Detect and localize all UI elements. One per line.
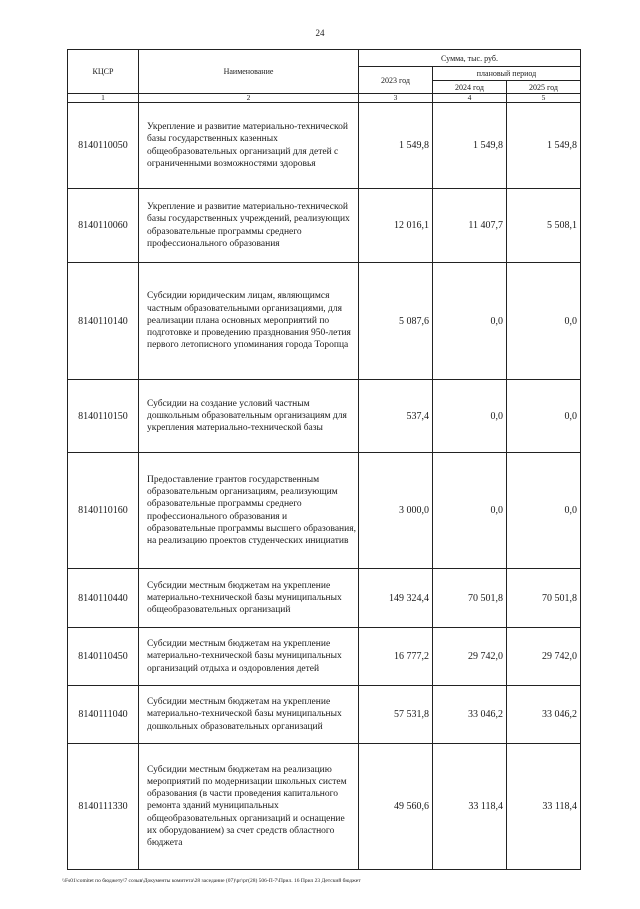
- row-2025: 33 118,4: [507, 744, 581, 870]
- row-code: 8140110150: [68, 380, 139, 453]
- header-2023: 2023 год: [359, 67, 433, 94]
- header-2024: 2024 год: [433, 81, 507, 94]
- row-2024: 11 407,7: [433, 189, 507, 263]
- header-2025: 2025 год: [507, 81, 581, 94]
- index-1: 1: [68, 94, 139, 103]
- row-2024: 29 742,0: [433, 628, 507, 686]
- table-row: [68, 380, 581, 453]
- header-sum: Сумма, тыс. руб.: [359, 50, 581, 67]
- row-2025: 33 046,2: [507, 686, 581, 744]
- row-name: Субсидии юридическим лицам, являющимся частным образовательными организациями, для реализации плана основных мероприятий по подготовке и проведению празднования 950-летия первого летописного упоминания города Торопца: [139, 263, 359, 380]
- row-code: 8140110450: [68, 628, 139, 686]
- row-2025: 5 508,1: [507, 189, 581, 263]
- index-4: 4: [433, 94, 507, 103]
- table-row: [68, 263, 581, 380]
- row-2025: 1 549,8: [507, 103, 581, 189]
- header-plan-period: плановый период: [433, 67, 581, 81]
- header-name: Наименование: [139, 50, 359, 94]
- row-2023: 1 549,8: [359, 103, 433, 189]
- row-2023: 5 087,6: [359, 263, 433, 380]
- table-header: [68, 50, 581, 103]
- row-code: 8140111040: [68, 686, 139, 744]
- row-2025: 0,0: [507, 453, 581, 569]
- row-2024: 0,0: [433, 380, 507, 453]
- row-2023: 149 324,4: [359, 569, 433, 628]
- file-path-footer: \\Fs01\comitet по бюджету\7 созыв\Документы комитета\28 заседание (07)\рг\рг(28) 506-П-7\Прил. 16 Прил 23 Детский бюджет: [62, 878, 361, 884]
- table-row: [68, 628, 581, 686]
- row-2023: 49 560,6: [359, 744, 433, 870]
- row-code: 8140110050: [68, 103, 139, 189]
- row-2025: 29 742,0: [507, 628, 581, 686]
- row-code: 8140110060: [68, 189, 139, 263]
- row-2024: 0,0: [433, 263, 507, 380]
- budget-table: [67, 49, 581, 870]
- table-row: [68, 686, 581, 744]
- row-code: 8140110160: [68, 453, 139, 569]
- row-2023: 537,4: [359, 380, 433, 453]
- row-name: Укрепление и развитие материально-технической базы государственных казенных общеобразовательных организаций для детей с ограниченными возможностями здоровья: [139, 103, 359, 189]
- row-name: Укрепление и развитие материально-технической базы государственных учреждений, реализующих образовательные программы среднего профессионального образования: [139, 189, 359, 263]
- index-3: 3: [359, 94, 433, 103]
- row-2023: 3 000,0: [359, 453, 433, 569]
- row-2024: 33 118,4: [433, 744, 507, 870]
- row-2025: 0,0: [507, 263, 581, 380]
- row-2025: 70 501,8: [507, 569, 581, 628]
- row-2024: 0,0: [433, 453, 507, 569]
- row-2025: 0,0: [507, 380, 581, 453]
- row-2024: 33 046,2: [433, 686, 507, 744]
- row-code: 8140111330: [68, 744, 139, 870]
- table-row: [68, 453, 581, 569]
- row-2023: 12 016,1: [359, 189, 433, 263]
- index-2: 2: [139, 94, 359, 103]
- row-2024: 1 549,8: [433, 103, 507, 189]
- header-code: КЦСР: [68, 50, 139, 94]
- row-code: 8140110440: [68, 569, 139, 628]
- page-number: 24: [315, 28, 325, 38]
- row-code: 8140110140: [68, 263, 139, 380]
- row-name: Субсидии местным бюджетам на укрепление материально-технической базы муниципальных дошкольных образовательных организаций: [139, 686, 359, 744]
- row-name: Субсидии на создание условий частным дошкольным образовательным организациям для укрепления материально-технической базы: [139, 380, 359, 453]
- table-row: [68, 569, 581, 628]
- row-name: Предоставление грантов государственным образовательным организациям, реализующим образовательные программы среднего профессионального образования и образовательные программы высшего образования, на реализацию проектов студенческих инициатив: [139, 453, 359, 569]
- row-name: Субсидии местным бюджетам на укрепление материально-технической базы муниципальных общеобразовательных организаций: [139, 569, 359, 628]
- row-2023: 16 777,2: [359, 628, 433, 686]
- row-name: Субсидии местным бюджетам на реализацию мероприятий по модернизации школьных систем образования (в части проведения капитального ремонта зданий муниципальных общеобразовательных организаций и оснащение их оборудованием) за счет средств областного бюджета: [139, 744, 359, 870]
- index-5: 5: [507, 94, 581, 103]
- row-2024: 70 501,8: [433, 569, 507, 628]
- table-row: [68, 744, 581, 870]
- table-row: [68, 189, 581, 263]
- row-name: Субсидии местным бюджетам на укрепление материально-технической базы муниципальных организаций отдыха и оздоровления детей: [139, 628, 359, 686]
- row-2023: 57 531,8: [359, 686, 433, 744]
- table-row: [68, 103, 581, 189]
